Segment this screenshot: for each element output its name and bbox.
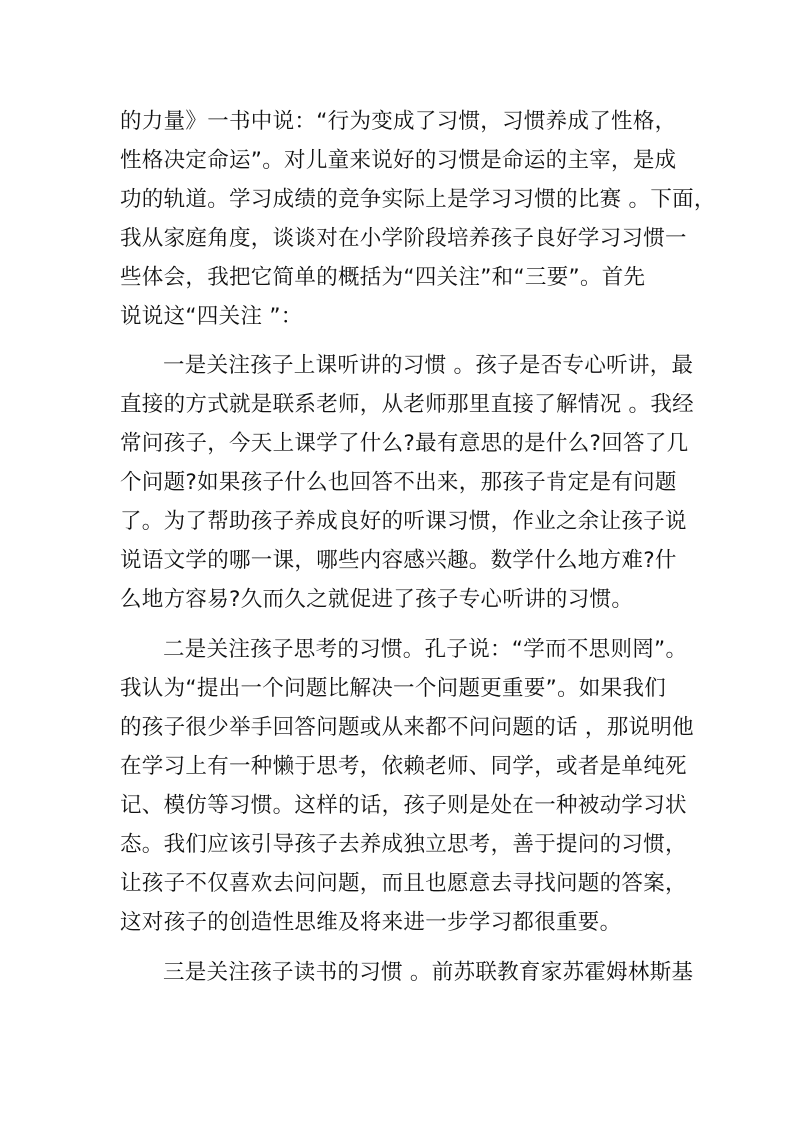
text-line: 在学习上有一种懒于思考，依赖老师、同学，或者是单纯死 — [120, 754, 687, 779]
text-line: 的力量》一书中说：“行为变成了习惯，习惯养成了性格， — [120, 109, 677, 134]
text-line: 么地方容易?久而久之就促进了孩子专心听讲的习惯。 — [120, 587, 634, 612]
text-line: 让孩子不仅喜欢去问问题，而且也愿意去寻找问题的答案， — [120, 871, 687, 896]
paragraph-first-line: 一是关注孩子上课听讲的习惯 。孩子是否专心听讲，最 — [163, 353, 694, 378]
paragraph-first-line: 二是关注孩子思考的习惯。孔子说：“学而不思则罔”。 — [163, 637, 688, 662]
text-line: 态。我们应该引导孩子去养成独立思考，善于提问的习惯， — [120, 832, 687, 857]
text-line: 直接的方式就是联系老师，从老师那里直接了解情况 。我经 — [120, 392, 694, 417]
text-line: 个问题?如果孩子什么也回答不出来，那孩子肯定是有问题 — [120, 470, 677, 495]
text-line: 功的轨道。学习成绩的竞争实际上是学习习惯的比赛 。下面， — [120, 187, 716, 212]
text-line: 了。为了帮助孩子养成良好的听课习惯，作业之余让孩子说 — [120, 509, 687, 534]
text-line: 些体会，我把它简单的概括为“四关注”和“三要”。首先 — [120, 265, 646, 290]
text-line: 我认为“提出一个问题比解决一个问题更重要”。如果我们 — [120, 676, 667, 701]
text-line: 说说这“四关注 ”： — [120, 304, 303, 329]
text-line: 这对孩子的创造性思维及将来进一步学习都很重要。 — [120, 910, 622, 935]
text-line: 常问孩子，今天上课学了什么?最有意思的是什么?回答了几 — [120, 431, 689, 456]
text-line: 的孩子很少举手回答问题或从来都不问问题的话 ，那说明他 — [120, 715, 694, 740]
text-line: 性格决定命运”。对儿童来说好的习惯是命运的主宰，是成 — [120, 148, 677, 173]
text-line: 我从家庭角度，谈谈对在小学阶段培养孩子良好学习习惯一 — [120, 226, 687, 251]
paragraph-first-line: 三是关注孩子读书的习惯 。前苏联教育家苏霍姆林斯基 — [163, 960, 694, 985]
text-line: 说语文学的哪一课，哪些内容感兴趣。数学什么地方难?什 — [120, 548, 677, 573]
text-line: 记、模仿等习惯。这样的话，孩子则是处在一种被动学习状 — [120, 793, 687, 818]
